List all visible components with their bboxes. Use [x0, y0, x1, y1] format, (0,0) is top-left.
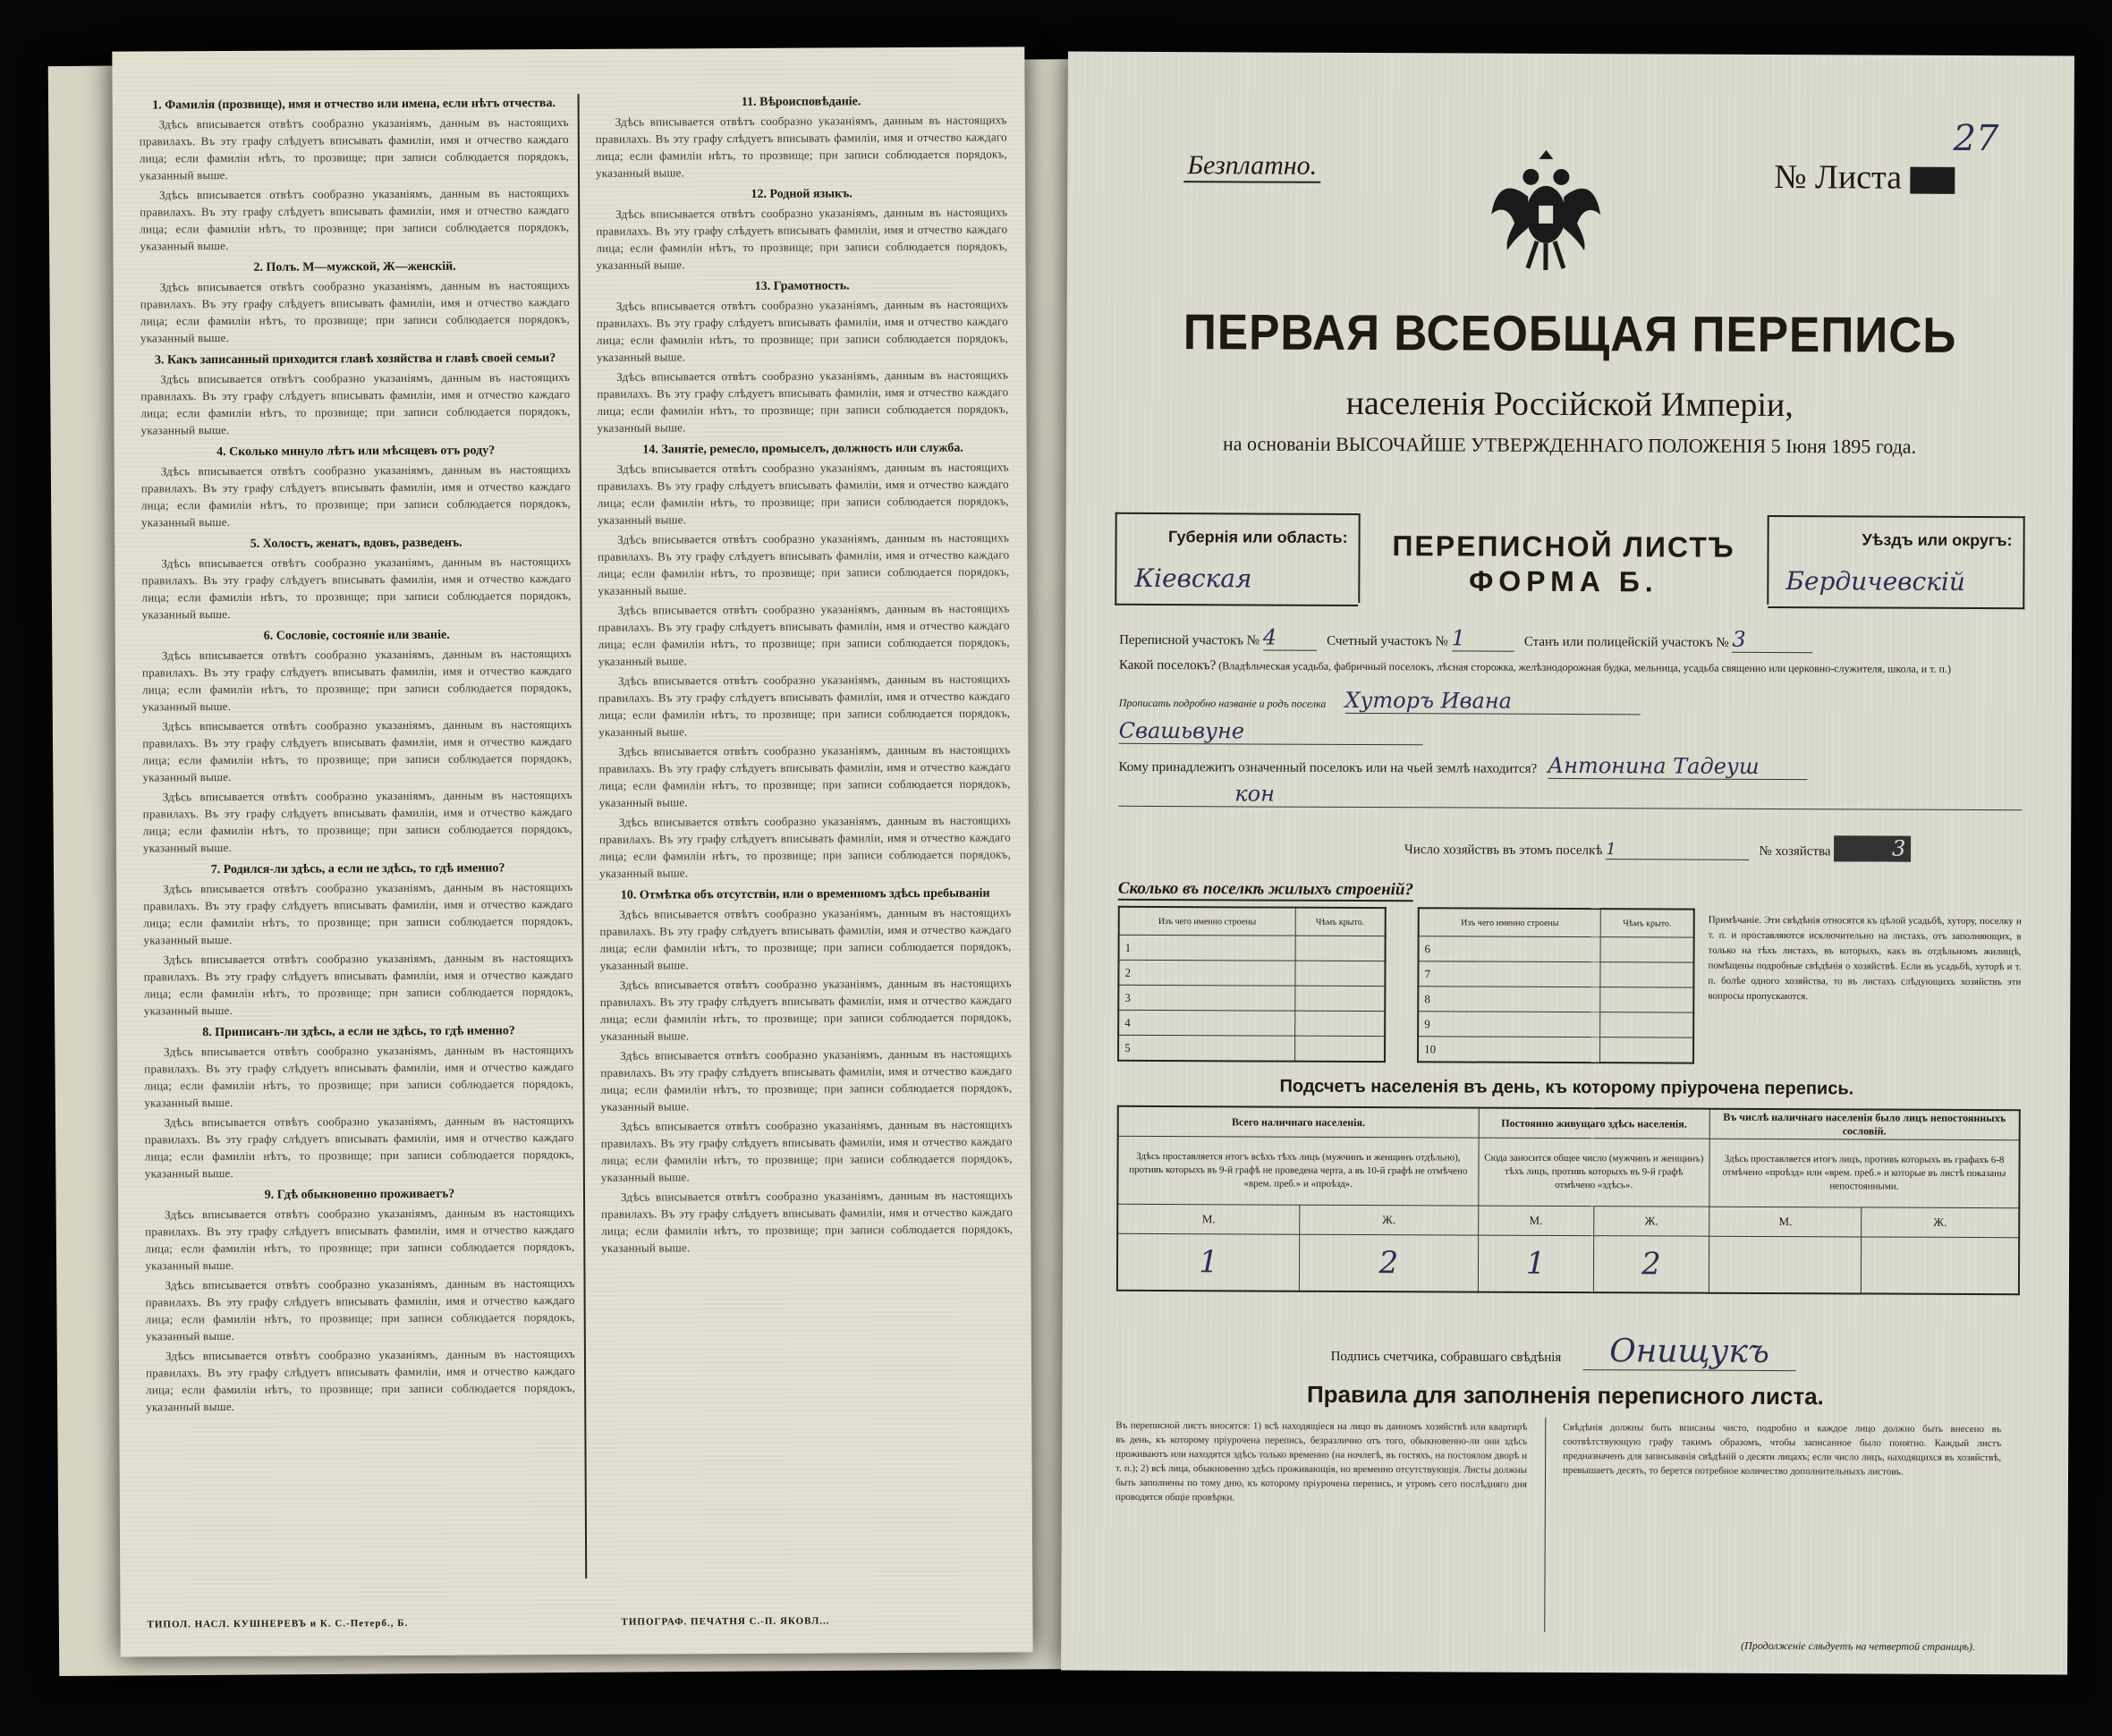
instruction-text: Здѣсь вписывается отвѣтъ сообразно указаніямъ, данным въ настоящихъ правилахъ. Въ эту графу слѣдуетъ вписывать фамиліи, имя и отчество каждаго лица; если фамиліи нѣтъ, то прозвище; при записи соблюдается порядокъ, указанный выше.	[599, 905, 1012, 972]
form-title: ПЕРЕПИСНОЙ ЛИСТЪ	[1392, 529, 1735, 563]
continuation-note: (Продолженіе слѣдуетъ на четвертой страницѣ).	[1741, 1639, 1976, 1653]
free-label: Безплатно.	[1183, 150, 1320, 183]
instructions-column-1	[140, 89, 576, 1418]
instruction-text: Здѣсь вписывается отвѣтъ сообразно указаніямъ, данным въ настоящихъ правилахъ. Въ эту графу слѣдуетъ вписывать фамиліи, имя и отчество каждаго лица; если фамиліи нѣтъ, то прозвище; при записи соблюдается порядокъ, указанный выше.	[145, 1205, 575, 1273]
buildings-row-number: 4	[1118, 1010, 1294, 1036]
buildings-cell	[1600, 987, 1693, 1012]
instruction-text: Здѣсь вписывается отвѣтъ сообразно указаніямъ, данным въ настоящихъ правилахъ. Въ эту графу слѣдуетъ вписывать фамиліи, имя и отчество каждаго лица; если фамиліи нѣтъ, то прозвище; при записи соблюдается порядокъ, указанный выше.	[599, 976, 1013, 1043]
count-group-total: Всего наличнаго населенія.	[1118, 1106, 1479, 1138]
settlement-hint: (Владѣльческая усадьба, фабричный поселокъ, лѣсная сторожка, желѣзнодорожная будка, мельница, усадьба священно или церковно-служителя, школа, и т. п.)	[1218, 659, 1951, 675]
female-header: Ж.	[1862, 1207, 2019, 1238]
count-desc: Здѣсь проставляется итогъ лицъ, противъ которыхъ въ графахъ 6-8 отмѣчено «проѣзд» или «врем. преб.» и которые въ листѣ показаны непостоянными.	[1709, 1139, 2020, 1208]
buildings-row-number: 5	[1118, 1035, 1294, 1061]
instruction-text: Здѣсь вписывается отвѣтъ сообразно указаніямъ, данным въ настоящихъ правилахъ. Въ эту графу слѣдуетъ вписывать фамиліи, имя и отчество каждаго лица; если фамиліи нѣтъ, то прозвище; при записи соблюдается порядокъ, указанный выше.	[143, 950, 573, 1018]
instruction-text: Здѣсь вписывается отвѣтъ сообразно указаніямъ, данным въ настоящихъ правилахъ. Въ эту графу слѣдуетъ вписывать фамиліи, имя и отчество каждаго лица; если фамиліи нѣтъ, то прозвище; при записи соблюдается порядокъ, указанный выше.	[143, 879, 573, 947]
instruction-text: Здѣсь вписывается отвѣтъ сообразно указаніямъ, данным въ настоящихъ правилахъ. Въ эту графу слѣдуетъ вписывать фамиліи, имя и отчество каждаго лица; если фамиліи нѣтъ, то прозвище; при записи соблюдается порядокъ, указанный выше.	[598, 672, 1011, 739]
guberniya-label: Губернія или область:	[1167, 528, 1348, 546]
left-page-instructions	[112, 47, 1032, 1656]
households-value: 1	[1606, 840, 1749, 860]
instruction-text: Здѣсь вписывается отвѣтъ сообразно указаніямъ, данным въ настоящихъ правилахъ. Въ эту графу слѣдуетъ вписывать фамиліи, имя и отчество каждаго лица; если фамиліи нѣтъ, то прозвище; при записи соблюдается порядокъ, указанный выше.	[598, 813, 1012, 880]
instruction-text: Здѣсь вписывается отвѣтъ сообразно указаніямъ, данным въ настоящихъ правилахъ. Въ эту графу слѣдуетъ вписывать фамиліи, имя и отчество каждаго лица; если фамиліи нѣтъ, то прозвище; при записи соблюдается порядокъ, указанный выше.	[600, 1117, 1013, 1184]
instruction-text: Здѣсь вписывается отвѣтъ сообразно указаніямъ, данным въ настоящихъ правилахъ. Въ эту графу слѣдуетъ вписывать фамиліи, имя и отчество каждаго лица; если фамиліи нѣтъ, то прозвище; при записи соблюдается порядокъ, указанный выше.	[595, 113, 1007, 180]
household-no-label: № хозяйства	[1759, 843, 1831, 860]
buildings-row-number: 3	[1118, 985, 1294, 1011]
owner-label: Кому принадлежитъ означенный поселокъ или на чьей землѣ находится?	[1118, 759, 1538, 776]
printer-imprint: ТИПОГРАФ. ПЕЧАТНЯ С.-П. ЯКОВЛ...	[621, 1615, 830, 1628]
owner-value-2: кон	[1118, 781, 2022, 810]
settlement-value: Хуторъ Ивана	[1344, 688, 1640, 715]
population-count-table	[1116, 1105, 2021, 1295]
document-title: ПЕРВАЯ ВСЕОБЩАЯ ПЕРЕПИСЬ	[1183, 303, 1957, 363]
instruction-heading: 4. Сколько минуло лѣтъ или мѣсяцевъ отъ роду?	[216, 444, 496, 460]
counting-section-label: Счетный участокъ №	[1327, 633, 1448, 649]
buildings-row-number: 6	[1419, 936, 1601, 962]
instructions-column-2	[596, 87, 1014, 1258]
rules-divider	[1544, 1418, 1546, 1632]
instruction-text: Здѣсь вписывается отвѣтъ сообразно указаніямъ, данным въ настоящихъ правилахъ. Въ эту графу слѣдуетъ вписывать фамиліи, имя и отчество каждаго лица; если фамиліи нѣтъ, то прозвище; при записи соблюдается порядокъ, указанный выше.	[144, 1042, 574, 1110]
document-subtitle: населенія Россійской Имперіи,	[1345, 384, 1794, 425]
buildings-row-number: 8	[1418, 987, 1600, 1012]
count-group-nonpermanent: Въ числѣ наличнаго населенія было лицъ непостоянныхъ сословій.	[1709, 1109, 2020, 1140]
instruction-heading: 10. Отмѣтка объ отсутствіи, или о временномъ здѣсь пребываніи	[620, 886, 990, 902]
column-divider	[578, 94, 588, 1579]
owner-value: Антонина Тадеуш	[1548, 753, 1807, 780]
instruction-text: Здѣсь вписывается отвѣтъ сообразно указаніямъ, данным въ настоящихъ правилахъ. Въ эту графу слѣдуетъ вписывать фамиліи, имя и отчество каждаго лица; если фамиліи нѣтъ, то прозвище; при записи соблюдается порядокъ, указанный выше.	[145, 1275, 575, 1343]
rules-text-2: Свѣдѣнія должны быть вписаны чисто, подробно и каждое лицо должно быть внесено въ соотвѣтствующую графу такимъ образомъ, чтобы записанное было понятно. Каждый листъ предназначенъ для записыванія свѣдѣній о десяти лицахъ; если число лицъ, находящихся въ хозяйствѣ, превышаетъ десять, то берется потребное количество дополнительныхъ листовъ.	[1563, 1421, 2002, 1478]
instruction-heading: 5. Холостъ, женатъ, вдовъ, разведенъ.	[250, 536, 462, 551]
buildings-cell	[1600, 962, 1693, 987]
instruction-text: Здѣсь вписывается отвѣтъ сообразно указаніямъ, данным въ настоящихъ правилахъ. Въ эту графу слѣдуетъ вписывать фамиліи, имя и отчество каждаго лица; если фамиліи нѣтъ, то прозвище; при записи соблюдается порядокъ, указанный выше.	[596, 205, 1008, 272]
form-variant: ФОРМА Б.	[1468, 564, 1658, 598]
uezd-box	[1768, 515, 2024, 609]
instruction-heading: 8. Приписанъ-ли здѣсь, а если не здѣсь, то гдѣ именно?	[202, 1024, 515, 1040]
owner-line-2	[1118, 781, 2022, 810]
rules-text-1: Въ переписной листъ вносятся: 1) всѣ находящіеся на лицо въ данномъ хозяйствѣ или квартирѣ въ день, къ которому пріурочена перепись, безразлично отъ того, обыкновенно-ли они здѣсь проживаютъ или находятся здѣсь только временно (на ночлегѣ, въ гостяхъ, на постоялом дворѣ и т. п.); 2) всѣ лица, обыкновенно здѣсь проживающія, но временно отсутствующія. Листы должны быть заполнены по тому дню, къ которому пріурочена перепись, и утромъ сего послѣдняго дня проводятся общіе провѣрки.	[1115, 1419, 1528, 1503]
sections-line	[1119, 624, 1812, 653]
uezd-label: Уѣздъ или округъ:	[1862, 530, 2013, 550]
female-header: Ж.	[1593, 1207, 1709, 1237]
double-headed-eagle-icon	[1488, 143, 1605, 278]
female-header: Ж.	[1300, 1205, 1479, 1235]
instruction-text: Здѣсь вписывается отвѣтъ сообразно указаніямъ, данным въ настоящихъ правилахъ. Въ эту графу слѣдуетъ вписывать фамиліи, имя и отчество каждаго лица; если фамиліи нѣтъ, то прозвище; при записи соблюдается порядокъ, указанный выше.	[597, 368, 1009, 435]
buildings-cell	[1600, 1037, 1693, 1063]
male-header: М.	[1709, 1207, 1862, 1237]
instruction-text: Здѣсь вписывается отвѣтъ сообразно указаніямъ, данным въ настоящихъ правилахъ. Въ эту графу слѣдуетъ вписывать фамиліи, имя и отчество каждаго лица; если фамиліи нѣтъ, то прозвище; при записи соблюдается порядокъ, указанный выше.	[141, 647, 573, 714]
rules-title: Правила для заполненія переписного листа.	[1306, 1380, 1824, 1410]
count-value: 1	[1478, 1235, 1593, 1292]
male-header: М.	[1117, 1204, 1300, 1234]
instruction-text: Здѣсь вписывается отвѣтъ сообразно указаніямъ, данным въ настоящихъ правилахъ. Въ эту графу слѣдуетъ вписывать фамиліи, имя и отчество каждаго лица; если фамиліи нѣтъ, то прозвище; при записи соблюдается порядокъ, указанный выше.	[144, 1113, 574, 1181]
census-form-page	[1061, 52, 2074, 1675]
buildings-table-right	[1417, 907, 1695, 1063]
instruction-text: Здѣсь вписывается отвѣтъ сообразно указаніямъ, данным въ настоящихъ правилахъ. Въ эту графу слѣдуетъ вписывать фамиліи, имя и отчество каждаго лица; если фамиліи нѣтъ, то прозвище; при записи соблюдается порядокъ, указанный выше.	[596, 297, 1009, 364]
count-value	[1709, 1236, 1862, 1293]
household-no-value: 3	[1834, 835, 1911, 861]
instruction-text: Здѣсь вписывается отвѣтъ сообразно указаніямъ, данным въ настоящихъ правилахъ. Въ эту графу слѣдуетъ вписывать фамиліи, имя и отчество каждаго лица; если фамиліи нѣтъ, то прозвище; при записи соблюдается порядокъ, указанный выше.	[597, 460, 1009, 527]
uezd-value: Бердичевскій	[1785, 566, 1965, 597]
buildings-note: Примѣчаніе. Эти свѣдѣнія относятся къ цѣлой усадьбѣ, хутору, поселку и т. п. и проставляются исключительно на листахъ, отъ заполняющих, в только на тѣхъ листахъ, въ которыхъ, какъ въ отдѣльномъ жилищѣ, помѣщены подробные свѣдѣнія о хозяйствѣ. Если въ усадьбѣ, хуторѣ и т. п. болѣе одного хозяйства, то въ листахъ слѣдующихъ хозяйствъ эти вопросы пропускаются.	[1708, 914, 2022, 1003]
count-desc: Здѣсь проставляется итогъ всѣхъ тѣхъ лицъ (мужчинъ и женщинъ отдѣльно), противъ которыхъ въ 9-й графѣ не проведена черта, а въ 10-й графѣ не отмѣчено «врем. преб.» и «проѣзд».	[1117, 1136, 1478, 1206]
buildings-cell	[1294, 1011, 1385, 1036]
buildings-header: Чѣмъ крыто.	[1600, 909, 1693, 937]
owner-line	[1118, 751, 1807, 780]
buildings-row-number: 7	[1418, 961, 1600, 987]
instruction-text: Здѣсь вписывается отвѣтъ сообразно указаніямъ, данным въ настоящихъ правилахъ. Въ эту графу слѣдуетъ вписывать фамиліи, имя и отчество каждаго лица; если фамиліи нѣтъ, то прозвище; при записи соблюдается порядокъ, указанный выше.	[598, 742, 1011, 809]
buildings-row-number: 1	[1119, 935, 1295, 961]
buildings-cell	[1295, 961, 1386, 986]
instruction-text: Здѣсь вписывается отвѣтъ сообразно указаніямъ, данным въ настоящихъ правилахъ. Въ эту графу слѣдуетъ вписывать фамиліи, имя и отчество каждаго лица; если фамиліи нѣтъ, то прозвище; при записи соблюдается порядокъ, указанный выше.	[601, 1188, 1014, 1255]
buildings-row-number: 10	[1418, 1037, 1600, 1063]
census-section-value: 4	[1263, 625, 1317, 651]
police-section-label: Станъ или полицейскій участокъ №	[1523, 634, 1729, 650]
buildings-header: Изъ чего именно строены	[1119, 907, 1295, 936]
instruction-text: Здѣсь вписывается отвѣтъ сообразно указаніямъ, данным въ настоящихъ правилахъ. Въ эту графу слѣдуетъ вписывать фамиліи, имя и отчество каждаго лица; если фамиліи нѣтъ, то прозвище; при записи соблюдается порядокъ, указанный выше.	[139, 115, 569, 182]
instruction-heading: 14. Занятіе, ремесло, промыселъ, должность или служба.	[642, 441, 963, 457]
page-number: 27	[1953, 117, 1999, 160]
instruction-heading: 13. Грамотность.	[754, 279, 850, 293]
settlement-answer-line-2	[1119, 718, 1423, 745]
instruction-heading: 11. Вѣроисповѣданіе.	[741, 95, 861, 109]
instruction-text: Здѣсь вписывается отвѣтъ сообразно указаніямъ, данным въ настоящихъ правилахъ. Въ эту графу слѣдуетъ вписывать фамиліи, имя и отчество каждаго лица; если фамиліи нѣтъ, то прозвище; при записи соблюдается порядокъ, указанный выше.	[140, 278, 570, 345]
instruction-text: Здѣсь вписывается отвѣтъ сообразно указаніямъ, данным въ настоящихъ правилахъ. Въ эту графу слѣдуетъ вписывать фамиліи, имя и отчество каждаго лица; если фамиліи нѣтъ, то прозвище; при записи соблюдается порядокъ, указанный выше.	[598, 601, 1010, 668]
buildings-header: Изъ чего именно строены	[1419, 908, 1601, 936]
instruction-heading: 7. Родился-ли здѣсь, а если не здѣсь, то гдѣ именно?	[210, 861, 505, 877]
buildings-row-number: 2	[1118, 960, 1294, 986]
buildings-cell	[1600, 937, 1693, 962]
count-value: 1	[1117, 1233, 1300, 1291]
settlement-label: Какой поселокъ?	[1118, 657, 1217, 673]
sheet-number-label: № Листа	[1774, 158, 1903, 197]
counter-signature: Онищукъ	[1582, 1333, 1796, 1371]
instruction-heading: 12. Родной языкъ.	[751, 187, 852, 201]
guberniya-value: Кіевская	[1134, 563, 1252, 594]
settlement-value-2: Свашьвуне	[1119, 718, 1423, 745]
count-value	[1862, 1237, 2019, 1294]
sheet-number-redacted	[1910, 167, 1955, 194]
counter-signature-line	[1331, 1332, 1797, 1370]
buildings-cell	[1295, 936, 1386, 961]
count-value: 2	[1593, 1236, 1709, 1293]
instruction-text: Здѣсь вписывается отвѣтъ сообразно указаніямъ, данным въ настоящихъ правилахъ. Въ эту графу слѣдуетъ вписывать фамиліи, имя и отчество каждаго лица; если фамиліи нѣтъ, то прозвище; при записи соблюдается порядокъ, указанный выше.	[146, 1346, 576, 1414]
form-title-box	[1358, 513, 1768, 605]
counting-section-value: 1	[1452, 625, 1514, 651]
legal-basis: на основаніи ВЫСОЧАЙШЕ УТВЕРЖДЕННАГО ПОЛОЖЕНІЯ 5 Іюня 1895 года.	[1222, 432, 1917, 458]
printer-imprint: ТИПОЛ. НАСЛ. КУШНЕРЕВЪ и К. С.-Петерб., Б.	[147, 1617, 409, 1630]
households-line	[1404, 834, 1911, 861]
instruction-text: Здѣсь вписывается отвѣтъ сообразно указаніямъ, данным въ настоящихъ правилахъ. Въ эту графу слѣдуетъ вписывать фамиліи, имя и отчество каждаго лица; если фамиліи нѣтъ, то прозвище; при записи соблюдается порядокъ, указанный выше.	[598, 530, 1010, 597]
settlement-answer-line	[1119, 687, 1641, 716]
instruction-text: Здѣсь вписывается отвѣтъ сообразно указаніямъ, данным въ настоящихъ правилахъ. Въ эту графу слѣдуетъ вписывать фамиліи, имя и отчество каждаго лица; если фамиліи нѣтъ, то прозвище; при записи соблюдается порядокъ, указанный выше.	[141, 555, 572, 622]
instruction-text: Здѣсь вписывается отвѣтъ сообразно указаніямъ, данным въ настоящихъ правилахъ. Въ эту графу слѣдуетъ вписывать фамиліи, имя и отчество каждаго лица; если фамиліи нѣтъ, то прозвище; при записи соблюдается порядокъ, указанный выше.	[140, 462, 571, 529]
instruction-text: Здѣсь вписывается отвѣтъ сообразно указаніямъ, данным въ настоящихъ правилахъ. Въ эту графу слѣдуетъ вписывать фамиліи, имя и отчество каждаго лица; если фамиліи нѣтъ, то прозвище; при записи соблюдается порядокъ, указанный выше.	[140, 370, 571, 437]
buildings-cell	[1294, 1036, 1385, 1062]
households-label: Число хозяйствъ въ этомъ поселкѣ	[1404, 843, 1603, 859]
population-count-title: Подсчетъ населенія въ день, къ которому пріурочена перепись.	[1279, 1076, 1854, 1099]
sheet-number	[1774, 157, 1955, 198]
police-section-value: 3	[1732, 627, 1812, 653]
instruction-heading: 3. Какъ записанный приходится главѣ хозяйства и главѣ своей семьи?	[154, 351, 556, 368]
guberniya-box	[1115, 512, 1358, 606]
buildings-table-left	[1117, 906, 1387, 1063]
instruction-text: Здѣсь вписывается отвѣтъ сообразно указаніямъ, данным въ настоящихъ правилахъ. Въ эту графу слѣдуетъ вписывать фамиліи, имя и отчество каждаго лица; если фамиліи нѣтъ, то прозвище; при записи соблюдается порядокъ, указанный выше.	[142, 788, 573, 855]
instruction-heading: 9. Гдѣ обыкновенно проживаетъ?	[264, 1187, 455, 1202]
settlement-line	[1119, 658, 1951, 677]
census-section-label: Переписной участокъ №	[1119, 632, 1260, 648]
instruction-text: Здѣсь вписывается отвѣтъ сообразно указаніямъ, данным въ настоящихъ правилахъ. Въ эту графу слѣдуетъ вписывать фамиліи, имя и отчество каждаго лица; если фамиліи нѣтъ, то прозвище; при записи соблюдается порядокъ, указанный выше.	[140, 186, 570, 253]
instruction-text: Здѣсь вписывается отвѣтъ сообразно указаніямъ, данным въ настоящихъ правилахъ. Въ эту графу слѣдуетъ вписывать фамиліи, имя и отчество каждаго лица; если фамиліи нѣтъ, то прозвище; при записи соблюдается порядокъ, указанный выше.	[600, 1046, 1013, 1114]
male-header: М.	[1478, 1206, 1593, 1236]
buildings-cell	[1600, 1012, 1693, 1037]
instruction-heading: 2. Полъ. М—мужской, Ж—женскій.	[253, 259, 456, 275]
buildings-row-number: 9	[1418, 1012, 1600, 1037]
settlement-hint-2: Прописать подробно названіе и родъ поселка	[1118, 696, 1327, 710]
buildings-cell	[1294, 986, 1385, 1011]
counter-signature-label: Подпись счетчика, собравшаго свѣдѣнія	[1330, 1349, 1562, 1365]
instruction-text: Здѣсь вписывается отвѣтъ сообразно указаніямъ, данным въ настоящихъ правилахъ. Въ эту графу слѣдуетъ вписывать фамиліи, имя и отчество каждаго лица; если фамиліи нѣтъ, то прозвище; при записи соблюдается порядокъ, указанный выше.	[142, 717, 573, 784]
instruction-heading: 6. Сословіе, состояніе или званіе.	[263, 628, 450, 643]
count-group-permanent: Постоянно живущаго здѣсь населенія.	[1479, 1108, 1709, 1139]
count-value: 2	[1299, 1234, 1478, 1291]
buildings-header: Чѣмъ крыто.	[1295, 908, 1386, 936]
buildings-question: Сколько въ поселкѣ жилыхъ строеній?	[1118, 879, 1413, 902]
instruction-heading: 1. Фамилія (прозвище), имя и отчество или имена, если нѣтъ отчества.	[152, 97, 556, 113]
count-desc: Сюда заносится общее число (мужчинъ и женщинъ) тѣхъ лицъ, противъ которыхъ въ 9-й графѣ отмѣчено «здѣсь».	[1478, 1138, 1709, 1207]
